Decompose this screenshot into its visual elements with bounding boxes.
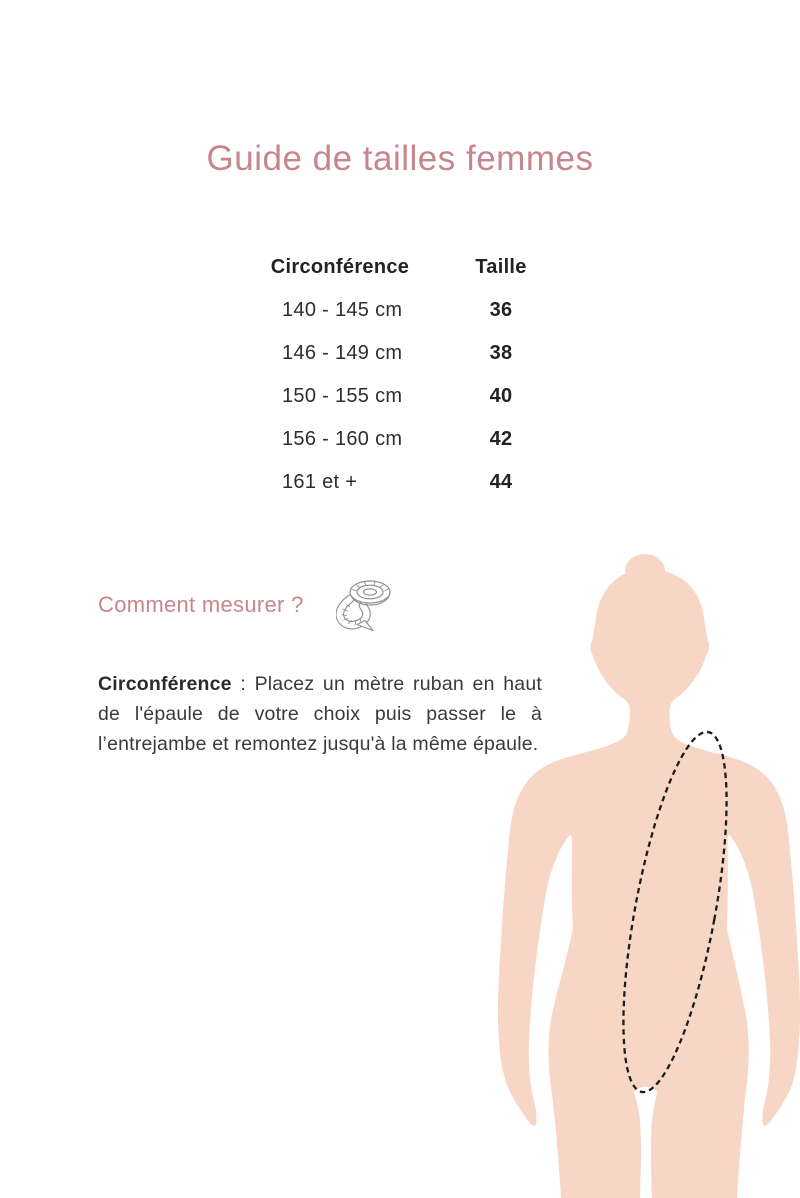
measure-instructions (98, 669, 542, 759)
instruction-term: Circonférence (98, 672, 232, 695)
how-to-measure-heading: Comment mesurer ? (98, 592, 304, 617)
column-header-size: Taille (475, 256, 527, 278)
size-value: 38 (489, 342, 513, 364)
circumference-value: 146 - 149 cm (282, 342, 403, 364)
size-value: 42 (489, 428, 513, 450)
silhouette-body (498, 569, 800, 1198)
table-row (240, 375, 562, 418)
table-row (240, 418, 562, 461)
woman-silhouette (490, 528, 800, 1198)
size-table-header-row (240, 246, 562, 289)
size-value: 44 (489, 471, 513, 493)
table-row (240, 461, 562, 504)
column-header-circumference: Circonférence (270, 256, 410, 278)
page-title: Guide de tailles femmes (206, 139, 594, 179)
table-row (240, 332, 562, 375)
circumference-value: 156 - 160 cm (282, 428, 403, 450)
circumference-value: 150 - 155 cm (282, 385, 403, 407)
table-row (240, 289, 562, 332)
measuring-tape-icon (336, 578, 394, 634)
circumference-value: 161 et + (282, 471, 358, 493)
size-value: 36 (489, 299, 513, 321)
instruction-body: : Placez un mètre ruban en haut de l'épaule de votre choix puis passer le à l’entrejambe et remontez jusqu'à la même épaule. (98, 672, 542, 755)
size-table (240, 246, 562, 504)
size-value: 40 (489, 385, 513, 407)
circumference-value: 140 - 145 cm (282, 299, 403, 321)
